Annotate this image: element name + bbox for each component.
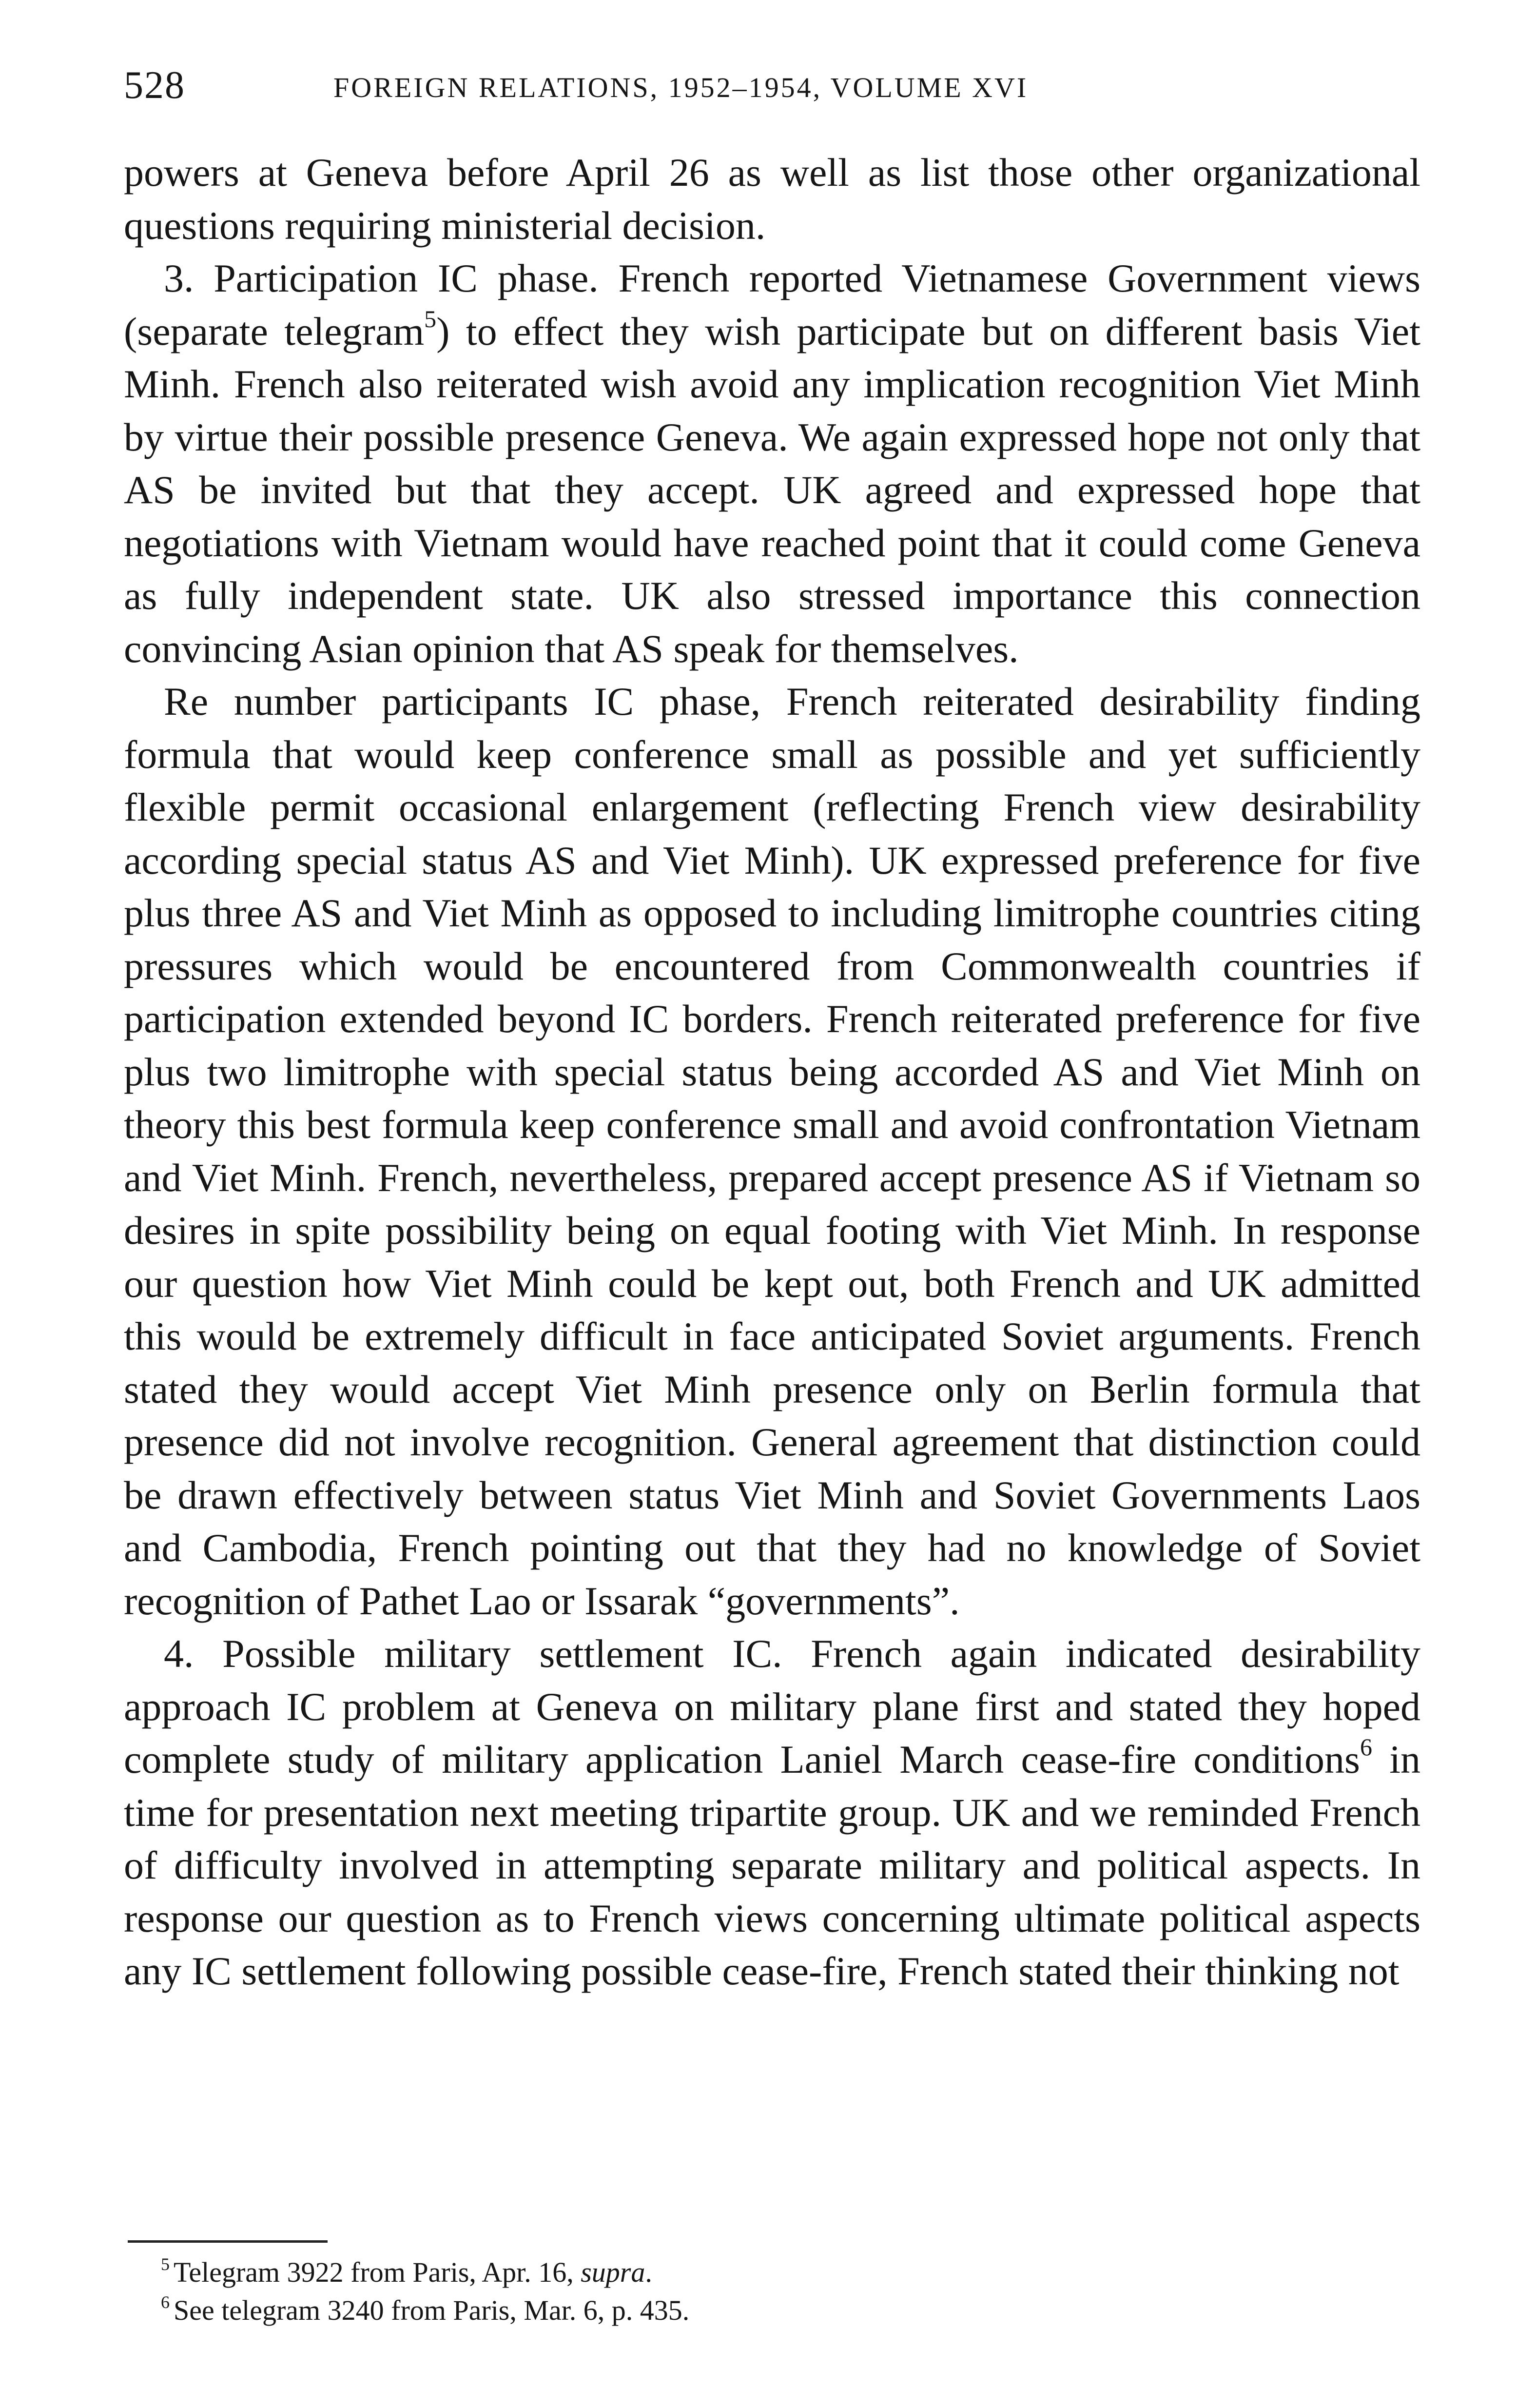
footnote-text-italic: supra — [581, 2256, 645, 2288]
paragraph-text: ) to effect they wish participate but on different basis Viet Minh. French also reiterated wish avoid any implication recognition Viet Minh by virtue their possible presence Geneva. We again expressed hope not only that AS be invited but that they accept. UK agreed and expressed hope that negotiations with Vietnam would have reached point that it could come Geneva as fully independent state. UK also stressed importance this connection convincing Asian opinion that AS speak for themselves. — [124, 309, 1420, 671]
running-title: FOREIGN RELATIONS, 1952–1954, VOLUME XVI — [333, 72, 1029, 103]
paragraph-text: 4. Possible military settlement IC. French again indicated desirability approach IC problem at Geneva on military plane first and stated they hoped complete study of military application Laniel March cease-fire conditions — [124, 1631, 1420, 1782]
footnote-divider — [128, 2240, 328, 2243]
footnote-6 — [161, 2291, 1409, 2330]
page-header — [124, 59, 1420, 112]
footnote-text: Telegram 3922 from Paris, Apr. 16, — [174, 2256, 581, 2288]
paragraph-text: in time for presentation next meeting tripartite group. UK and we reminded French of difficulty involved in attempting separate military and political aspects. In response our question as to French views concerning ultimate political aspects any IC settlement following possible cease-fire, French stated their thinking not — [124, 1737, 1420, 1993]
footnote-text: . — [645, 2256, 652, 2288]
footnote-reference-6[interactable]: 6 — [1360, 1733, 1372, 1761]
footnotes — [161, 2253, 1409, 2330]
footnote-mark: 6 — [161, 2292, 170, 2312]
footnote-mark: 5 — [161, 2254, 170, 2274]
footnote-5 — [161, 2253, 1409, 2291]
paragraph-text: 3. Participation IC phase. French reported Vietnamese Government views (separate telegram — [124, 256, 1420, 353]
footnote-text: See telegram 3240 from Paris, Mar. 6, p. 435. — [174, 2294, 690, 2326]
paragraph-continued: powers at Geneva before April 26 as well as list those other organizational questions requiring ministerial decision. — [124, 150, 1420, 248]
paragraph-military-settlement — [124, 1627, 1420, 1998]
footnote-reference-5[interactable]: 5 — [424, 305, 437, 333]
page-number: 528 — [124, 64, 185, 107]
body-text — [124, 146, 1420, 1998]
paragraph-participants-number: Re number participants IC phase, French reiterated desirability finding formula that would keep conference small as possible and yet sufficiently flexible permit occasional enlargement (reflecting French view desirability according special status AS and Viet Minh). UK expressed preference for five plus three AS and Viet Minh as opposed to including limitrophe countries citing pressures which would be encountered from Commonwealth countries if participation extended beyond IC borders. French reiterated preference for five plus two limitrophe with special status being accorded AS and Viet Minh on theory this best formula keep conference small and avoid confrontation Vietnam and Viet Minh. French, nevertheless, prepared accept presence AS if Vietnam so desires in spite possibility being on equal footing with Viet Minh. In response our question how Viet Minh could be kept out, both French and UK admitted this would be extremely difficult in face anticipated Soviet arguments. French stated they would accept Viet Minh presence only on Berlin formula that presence did not involve recognition. General agreement that distinction could be drawn effectively between status Viet Minh and Soviet Governments Laos and Cambodia, French pointing out that they had no knowledge of Soviet recognition of Pathet Lao or Issarak “governments”. — [124, 679, 1420, 1623]
paragraph-participation — [124, 252, 1420, 675]
